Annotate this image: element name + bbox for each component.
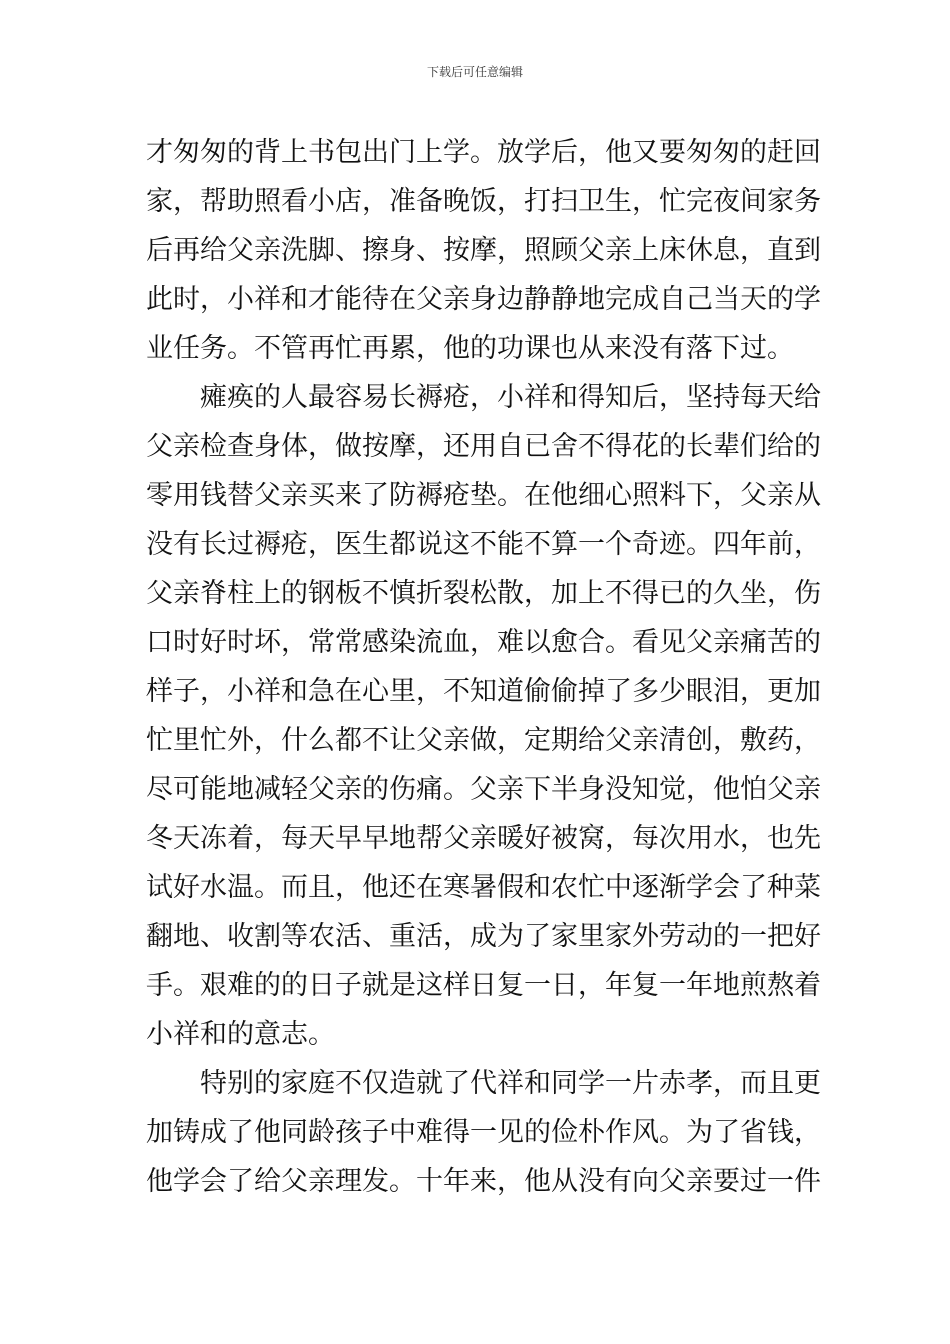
text-line: 手。艰难的的日子就是这样日复一日，年复一年地煎熬着 [146,970,821,1001]
paragraph [146,1059,821,1206]
text-line: 试好水温。而且，他还在寒暑假和农忙中逐渐学会了种菜 [146,872,821,903]
text-line: 口时好时坏，常常感染流血，难以愈合。看见父亲痛苦的 [146,627,821,658]
text-line: 父亲检查身体，做按摩，还用自已舍不得花的长辈们给的 [146,431,821,462]
text-line: 尽可能地减轻父亲的伤痛。父亲下半身没知觉，他怕父亲 [146,774,821,805]
text-line: 家，帮助照看小店，准备晚饭，打扫卫生，忙完夜间家务 [146,186,821,217]
paragraph [146,128,821,373]
text-line: 才匆匆的背上书包出门上学。放学后，他又要匆匆的赶回 [146,137,821,168]
paragraph [146,373,821,1059]
text-line: 小祥和的意志。 [146,1019,335,1050]
text-line: 样子，小祥和急在心里，不知道偷偷掉了多少眼泪，更加 [146,676,821,707]
text-line: 加铸成了他同龄孩子中难得一见的俭朴作风。为了省钱， [146,1117,821,1148]
document-body [146,128,821,1206]
text-line: 特别的家庭不仅造就了代祥和同学一片赤孝，而且更 [200,1068,821,1099]
text-line: 瘫痪的人最容易长褥疮，小祥和得知后，坚持每天给 [200,382,821,413]
text-line: 业任务。不管再忙再累，他的功课也从来没有落下过。 [146,333,794,364]
page-header-note: 下载后可任意编辑 [426,65,523,79]
text-line: 他学会了给父亲理发。十年来，他从没有向父亲要过一件 [146,1166,821,1197]
text-line: 零用钱替父亲买来了防褥疮垫。在他细心照料下，父亲从 [146,480,821,511]
text-line: 父亲脊柱上的钢板不慎折裂松散，加上不得已的久坐，伤 [146,578,821,609]
text-line: 冬天冻着，每天早早地帮父亲暖好被窝，每次用水，也先 [146,823,821,854]
text-line: 翻地、收割等农活、重活，成为了家里家外劳动的一把好 [146,921,821,952]
text-line: 后再给父亲洗脚、擦身、按摩，照顾父亲上床休息，直到 [146,235,821,266]
text-line: 此时，小祥和才能待在父亲身边静静地完成自己当天的学 [146,284,821,315]
text-line: 没有长过褥疮，医生都说这不能不算一个奇迹。四年前， [146,529,821,560]
text-line: 忙里忙外，什么都不让父亲做，定期给父亲清创，敷药， [146,725,821,756]
